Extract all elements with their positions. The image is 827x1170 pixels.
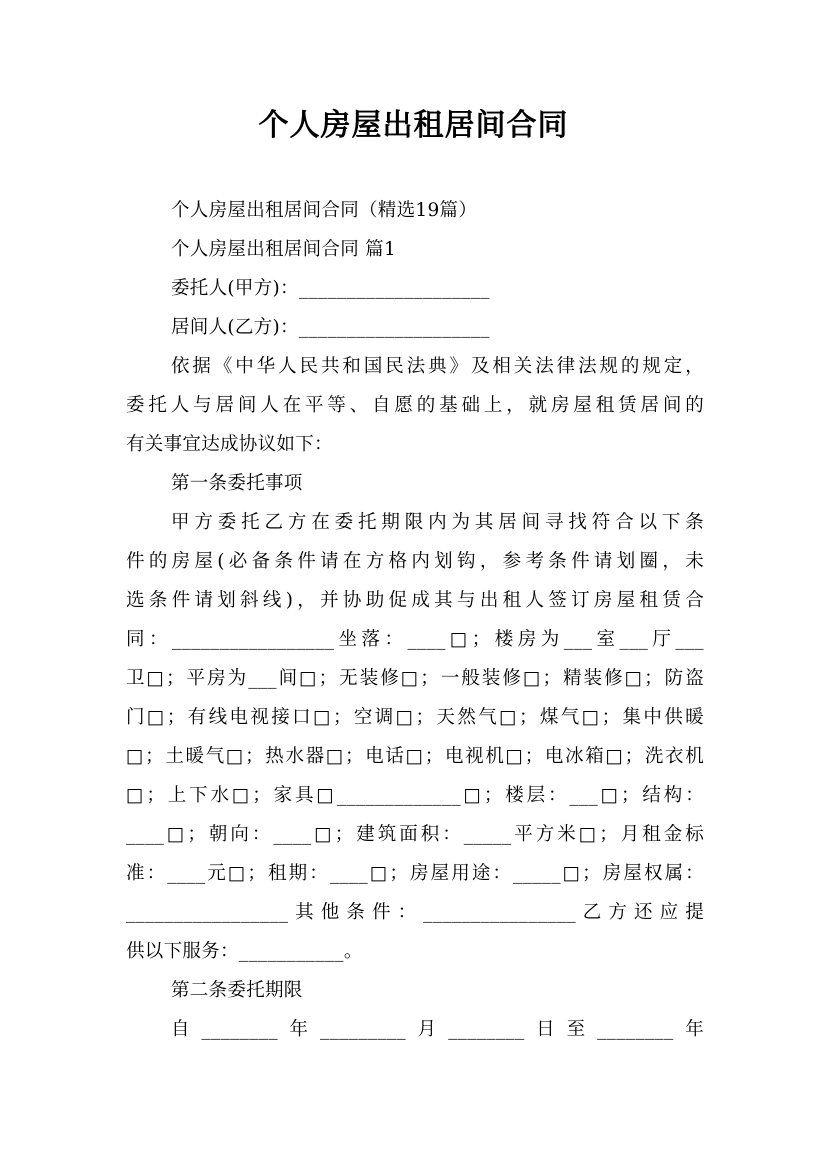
- paragraph-line: _________________其他条件：________________乙方还应提: [126, 902, 704, 923]
- paragraph-line: 甲方委托乙方在委托期限内为其居间寻找符合以下条: [171, 512, 704, 533]
- document-title: 个人房屋出租居间合同: [258, 108, 569, 143]
- paragraph-line: □；土暖气□；热水器□；电话□；电视机□；电冰箱□；洗衣机: [126, 746, 704, 767]
- paragraph-line: 自________年_________月________日至________年: [171, 1019, 704, 1040]
- paragraph-line: 准：____元□；租期：____□；房屋用途：_____□；房屋权属：: [126, 863, 704, 884]
- paragraph-line: 卫□；平房为___间□；无装修□；一般装修□；精装修□；防盗: [126, 668, 704, 689]
- paragraph-line: □；上下水□；家具□_____________□；楼层：___□；结构：: [126, 785, 704, 806]
- paragraph-line: 供以下服务：___________。: [126, 941, 363, 962]
- paragraph-line: 选条件请划斜线)，并协助促成其与出租人签订房屋租赁合: [126, 590, 704, 611]
- paragraph-line: 有关事宜达成协议如下：: [126, 434, 333, 455]
- paragraph-line: 委托人与居间人在平等、自愿的基础上，就房屋租赁居间的: [126, 395, 704, 416]
- article-heading-1: 第一条委托事项: [171, 473, 303, 494]
- paragraph-line: 同：_________________坐落：____□；楼房为___室___厅___: [126, 629, 704, 650]
- article-heading-2: 第二条委托期限: [171, 980, 303, 1001]
- party-a-line: 委托人(甲方)：____________________: [171, 278, 490, 299]
- paragraph-line: 门□；有线电视接口□；空调□；天然气□；煤气□；集中供暖: [126, 707, 704, 728]
- subtitle: 个人房屋出租居间合同（精选19篇）: [171, 200, 478, 221]
- paragraph-line: 依据《中华人民共和国民法典》及相关法律法规的规定，: [171, 356, 704, 377]
- party-b-line: 居间人(乙方)：____________________: [171, 317, 490, 338]
- paragraph-line: 件的房屋(必备条件请在方格内划钩，参考条件请划圈，未: [126, 551, 704, 572]
- section-heading-pian1: 个人房屋出租居间合同 篇1: [171, 239, 397, 260]
- paragraph-line: ____□；朝向：____□；建筑面积：_____平方米□；月租金标: [126, 824, 704, 845]
